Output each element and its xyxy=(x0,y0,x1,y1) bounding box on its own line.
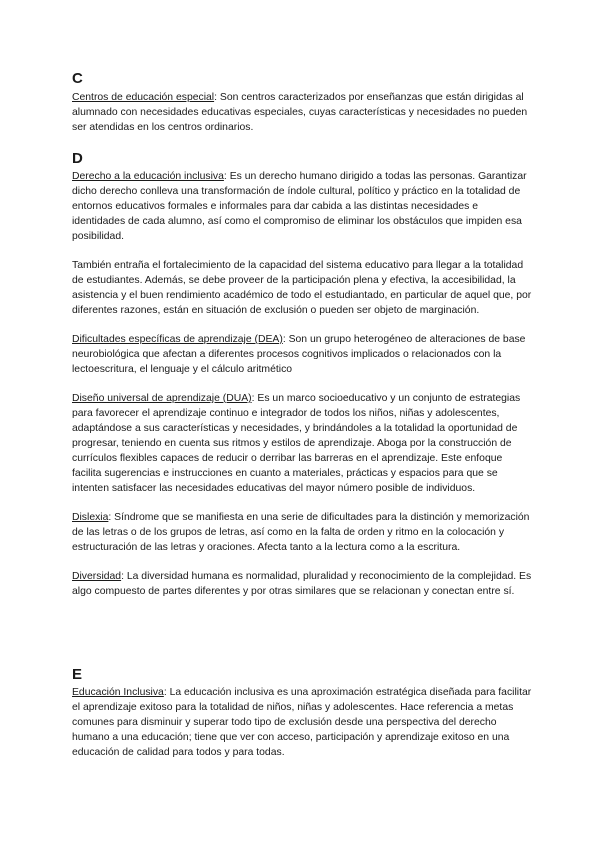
glossary-term: Diversidad xyxy=(72,571,122,582)
glossary-term: Educación Inclusiva xyxy=(72,687,164,698)
glossary-term: Dislexia xyxy=(72,512,109,523)
section-letter: D xyxy=(72,150,83,167)
section-letter: E xyxy=(72,666,83,683)
glossary-definition: : La diversidad humana es normalidad, pluralidad y reconocimiento de la complejidad. Es algo compuesto de partes diferentes y por otras similares que se relacionan y conectan entre sí. xyxy=(72,571,532,597)
glossary-term: Derecho a la educación inclusiva xyxy=(72,171,224,182)
glossary-term: Diseño universal de aprendizaje (DUA) xyxy=(72,393,252,404)
glossary-term: Centros de educación especial xyxy=(72,92,215,103)
glossary-paragraph-continuation: También entraña el fortalecimiento de la capacidad del sistema educativo para llegar a la totalidad de estudiantes. Además, se debe proveer de la participación plena y efectiva, la accesibilidad, la asistencia y el buen rendimiento académico de todo el estudiantado, en particular de aquel que, por diferentes razones, están en situación de exclusión o pueden ser objeto de marginación. xyxy=(72,260,532,316)
section-d xyxy=(72,150,532,599)
glossary-definition: : Son un grupo heterogéneo de alteraciones de base neurobiológica que afectan a diferentes procesos cognitivos implicados o relacionados con la lectoescritura, el lenguaje y el cálculo aritmético xyxy=(72,334,526,375)
glossary-entry-centros xyxy=(72,90,532,135)
glossary-entry-diversidad xyxy=(72,569,532,599)
glossary-definition: : Es un derecho humano dirigido a todas las personas. Garantizar dicho derecho conlleva una transformación de índole cultural, político y práctico en la totalidad de entornos educativos formales e informales para dar cabida a las distintas necesidades e identidades de cada alumno, así como el compromiso de eliminar los obstáculos que impiden esa posibilidad. xyxy=(72,171,527,242)
glossary-definition: : Son centros caracterizados por enseñanzas que están dirigidas al alumnado con necesidades educativas especiales, cuyas características y necesidades no pueden ser atendidas en los centros ordinarios. xyxy=(72,92,528,133)
glossary-definition: : La educación inclusiva es una aproximación estratégica diseñada para facilitar el aprendizaje exitoso para la totalidad de niños, niñas y adolescentes. Hace referencia a metas comunes para disminuir y superar todo tipo de exclusión desde una perspectiva del derecho humano a una educación; tiene que ver con acceso, participación y aprendizaje exitoso en una educación de calidad para todos y para todas. xyxy=(72,687,532,758)
section-letter: C xyxy=(72,70,83,87)
section-c xyxy=(72,70,532,135)
section-e xyxy=(72,666,532,760)
glossary-entry-dea xyxy=(72,332,532,377)
glossary-definition: : Es un marco socioeducativo y un conjunto de estrategias para favorecer el aprendizaje continuo e integrador de todos los niños, niñas y adolescentes, adaptándose a sus características y necesidades, y brindándoles a la totalidad la oportunidad de progresar, teniendo en cuenta sus ritmos y estilos de aprendizaje. Aboga por la construcción de currículos flexibles capaces de reducir o derribar las barreras en el aprendizaje. Este enfoque facilita sugerencias e instrucciones en cuanto a materiales, prácticas y espacios para que se intenten satisfacer las necesidades educativas del mayor número posible de individuos. xyxy=(72,393,521,494)
glossary-entry-derecho xyxy=(72,169,532,244)
glossary-term: Dificultades específicas de aprendizaje (DEA) xyxy=(72,334,283,345)
glossary-entry-educacion-inclusiva xyxy=(72,685,532,760)
glossary-entry-dislexia xyxy=(72,510,532,555)
glossary-definition: : Síndrome que se manifiesta en una serie de dificultades para la distinción y memorización de las letras o de los grupos de letras, así como en la falta de orden y ritmo en la colocación y estructuración de las letras y oraciones. Afecta tanto a la lectura como a la escritura. xyxy=(72,512,530,553)
glossary-entry-dua xyxy=(72,391,532,496)
